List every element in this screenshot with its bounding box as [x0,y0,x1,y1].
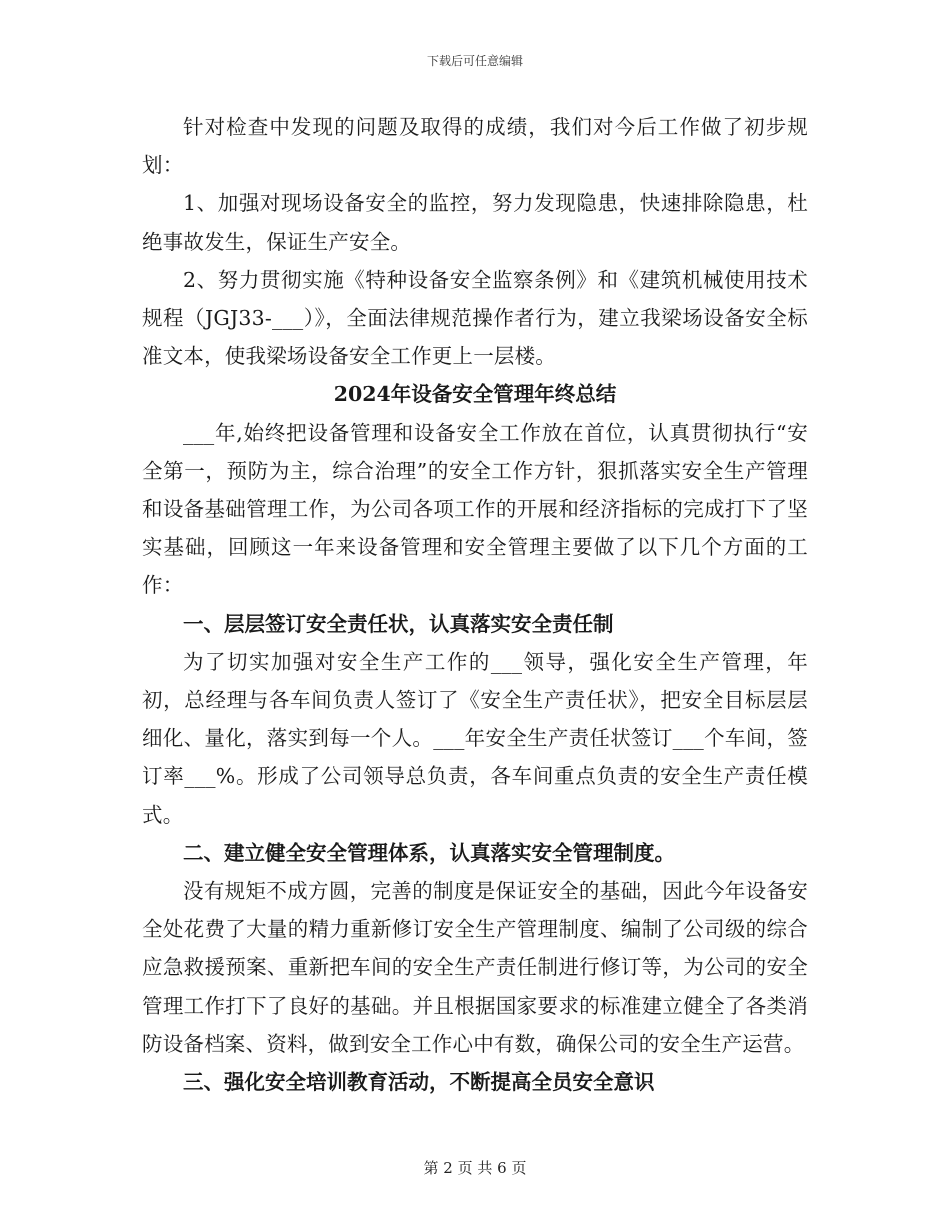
page-header: 下载后可任意编辑 [426,54,523,68]
paragraph-section-2: 没有规矩不成方圆，完善的制度是保证安全的基础，因此今年设备安全处花费了大量的精力重新修订安全生产管理制度、编制了公司级的综合应急救援预案、重新把车间的安全生产责任制进行修订等，为公司的安全管理工作打下了良好的基础。并且根据国家要求的标准建立健全了各类消防设备档案、资料，做到安全工作心中有数，确保公司的安全生产运营。 [142,879,808,1056]
paragraph-summary: ___年,始终把设备管理和设备安全工作放在首位，认真贯彻执行“安全第一，预防为主，综合治理”的安全工作方针，狠抓落实安全生产管理和设备基础管理工作，为公司各项工作的开展和经济指标的完成打下了坚实基础，回顾这一年来设备管理和安全管理主要做了以下几个方面的工作： [142,420,808,598]
section-heading-2: 二、建立健全安全管理体系，认真落实安全管理制度。 [183,840,675,865]
document-title: 2024年设备安全管理年终总结 [333,382,617,407]
page-footer: 第 2 页 共 6 页 [423,1159,527,1177]
paragraph-section-1: 为了切实加强对安全生产工作的___领导，强化安全生产管理，年初，总经理与各车间负责人签订了《安全生产责任状》，把安全目标层层细化、量化，落实到每一个人。___年安全生产责任状签订___个车间，签订率___%。形成了公司领导总负责，各车间重点负责的安全生产责任模式。 [142,649,808,827]
paragraph-item-1: 1、加强对现场设备安全的监控，努力发现隐患，快速排除隐患，杜绝事故发生，保证生产安全。 [142,191,808,254]
paragraph-item-2: 2、努力贯彻实施《特种设备安全监察条例》和《建筑机械使用技术规程（JGJ33-___）》，全面法律规范操作者行为，建立我梁场设备安全标准文本，使我梁场设备安全工作更上一层楼。 [142,267,808,369]
document-body [142,108,808,1101]
section-heading-3: 三、强化安全培训教育活动，不断提高全员安全意识 [183,1070,655,1095]
section-heading-1: 一、层层签订安全责任状，认真落实安全责任制 [183,611,614,636]
paragraph-intro: 针对检查中发现的问题及取得的成绩，我们对今后工作做了初步规划： [142,115,808,178]
